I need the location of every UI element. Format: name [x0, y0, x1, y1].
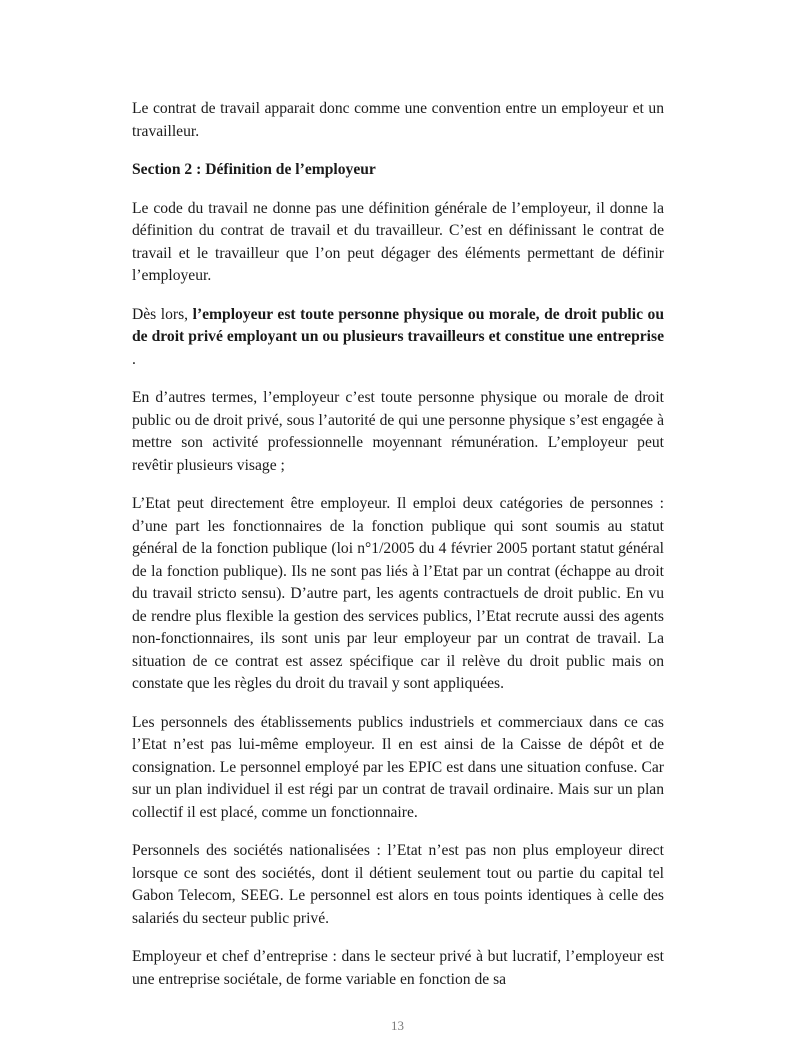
employer-definition-bold: l’employeur est toute personne physique ou morale, de droit public ou de droit privé employant un ou plusieurs travailleurs et constitue une entreprise [132, 305, 664, 345]
paragraph-epic-personnel: Les personnels des établissements publics industriels et commerciaux dans ce cas l’Etat n’est pas lui-même employeur. Il en est ainsi de la Caisse de dépôt et de consignation. Le personnel employé par les EPIC est dans une situation confuse. Car sur un plan individuel il est régi par un contrat de travail ordinaire. Mais sur un plan collectif il est placé, comme un fonctionnaire. [132, 713, 664, 821]
paragraph-labour-code: Le code du travail ne donne pas une définition générale de l’employeur, il donne la définition du contrat de travail et du travailleur. C’est en définissant le contrat de travail et le travailleur que l’on peut dégager des éléments permettant de définir l’employeur. [132, 199, 664, 284]
paragraph-contract-convention: Le contrat de travail apparait donc comme une convention entre un employeur et un travailleur. [132, 100, 664, 140]
paragraph-intro-text: Dès lors, [132, 305, 193, 323]
paragraph-business-owner: Employeur et chef d’entreprise : dans le secteur privé à but lucratif, l’employeur est une entreprise sociétale, de forme variable en fonction de sa [132, 948, 664, 988]
paragraph-other-terms: En d’autres termes, l’employeur c’est toute personne physique ou morale de droit public ou de droit privé, sous l’autorité de qui une personne physique s’est engagée à mettre son activité professionnelle moyennant rémunération. L’employeur peut revêtir plusieurs visage ; [132, 389, 664, 474]
page-number: 13 [391, 1018, 404, 1033]
paragraph-end-text: . [132, 350, 136, 368]
paragraph-employer-definition [132, 304, 664, 372]
paragraph-state-employer: L’Etat peut directement être employeur. Il emploi deux catégories de personnes : d’une part les fonctionnaires de la fonction publique qui sont soumis au statut général de la fonction publique (loi n°1/2005 du 4 février 2005 portant statut général de la fonction publique). Ils ne sont pas liés à l’Etat par un contrat (échappe au droit du travail stricto sensu). D’autre part, les agents contractuels de droit public. En vu de rendre plus flexible la gestion des services publics, l’Etat recrute aussi des agents non-fonctionnaires, ils sont unis par leur employeur par un contrat de travail. La situation de ce contrat est assez spécifique car il relève du droit public mais on constate que les règles du droit du travail y sont appliquées. [132, 495, 664, 692]
paragraph-nationalized-companies: Personnels des sociétés nationalisées : l’Etat n’est pas non plus employeur direct lorsque ce sont des sociétés, dont il détient seulement tout ou partie du capital tel Gabon Telecom, SEEG. Le personnel est alors en tous points identiques à celle des salariés du secteur public privé. [132, 842, 664, 927]
page-body [132, 98, 664, 1007]
section-heading: Section 2 : Définition de l’employeur [132, 161, 376, 178]
